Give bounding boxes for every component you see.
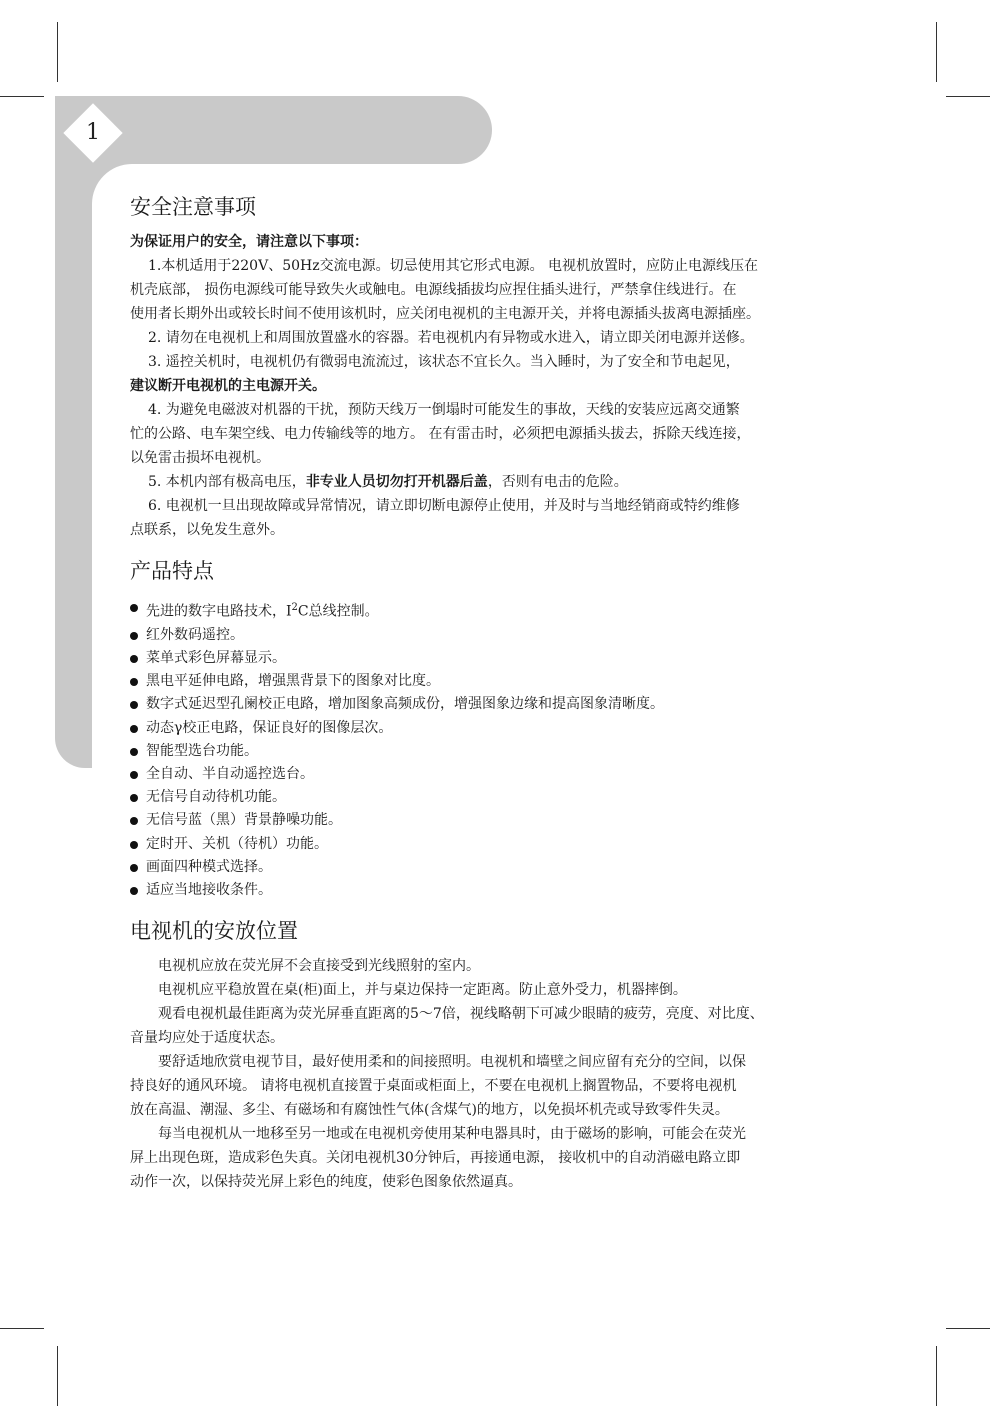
list-item (130, 879, 870, 902)
safety-item-4-line: 以免雷击损坏电视机。 (130, 450, 270, 466)
list-item (130, 763, 870, 786)
safety-item-3-line: 3. 遥控关机时，电视机仍有微弱电流流过，该状态不宜长久。当入睡时，为了安全和节电起见， (148, 354, 740, 370)
features-title: 产品特点 (130, 559, 214, 583)
list-item (130, 624, 870, 647)
features-section (130, 554, 870, 902)
safety-section (130, 190, 870, 542)
safety-item-4-line: 忙的公路、电车架空线、电力传输线等的地方。 在有雷击时，必须把电源插头拔去，拆除天线连接， (130, 426, 751, 442)
safety-intro: 为保证用户的安全，请注意以下事项： (130, 234, 368, 250)
list-item (130, 670, 870, 693)
bullet-icon (130, 794, 138, 802)
list-item (130, 809, 870, 832)
placement-paragraph: 电视机应放在荧光屏不会直接受到光线照射的室内。 (158, 958, 480, 975)
list-item (130, 856, 870, 879)
list-item (130, 786, 870, 809)
list-item (130, 647, 870, 670)
safety-item-5 (130, 470, 870, 494)
placement-paragraph-line: 观看电视机最佳距离为荧光屏垂直距离的5～7倍，视线略朝下可减少眼睛的疲劳，亮度、对比度、 (158, 1006, 764, 1023)
list-item (130, 740, 870, 763)
bullet-icon (130, 748, 138, 756)
feature-text: 无信号自动待机功能。 (146, 789, 286, 806)
feature-text: 定时开、关机（待机）功能。 (146, 835, 328, 852)
feature-text: 黑电平延伸电路，增强黑背景下的图象对比度。 (146, 673, 440, 690)
feature-text: 红外数码遥控。 (146, 626, 244, 643)
crop-mark (0, 96, 44, 97)
page-number: 1 (86, 120, 100, 145)
list-item (130, 833, 870, 856)
placement-section (130, 914, 870, 1194)
safety-item-5-text: ，否则有电击的危险。 (487, 474, 628, 490)
feature-text: 全自动、半自动遥控选台。 (146, 766, 314, 783)
feature-text: C总线控制。 (297, 603, 379, 620)
safety-item-1-line: 使用者长期外出或较长时间不使用该机时，应关闭电视机的主电源开关，并将电源插头拔离电源插座。 (130, 306, 760, 322)
side-band (55, 96, 92, 768)
crop-mark (936, 22, 937, 82)
bullet-icon (130, 655, 138, 663)
safety-title: 安全注意事项 (130, 195, 256, 219)
safety-item-6-line: 6. 电视机一旦出现故障或异常情况，请立即切断电源停止使用，并及时与当地经销商或特约维修 (148, 498, 740, 514)
placement-paragraph-line: 持良好的通风环境。 请将电视机直接置于桌面或柜面上，不要在电视机上搁置物品，不要将电视机 (130, 1078, 737, 1095)
safety-item-2: 2. 请勿在电视机上和周围放置盛水的容器。若电视机内有异物或水进入，请立即关闭电源并送修。 (148, 330, 754, 346)
feature-text: 先进的数字电路技术，I (146, 603, 292, 620)
safety-item-5-text: 5. 本机内部有极高电压， (148, 474, 306, 490)
bullet-icon (130, 678, 138, 686)
safety-item-1-line: 1.本机适用于220V、50Hz交流电源。切忌使用其它形式电源。 电视机放置时，应防止电源线压在 (148, 258, 759, 274)
feature-text: 智能型选台功能。 (146, 742, 258, 759)
features-list (130, 596, 870, 902)
placement-paragraph-line: 要舒适地欣赏电视节目，最好使用柔和的间接照明。电视机和墙壁之间应留有充分的空间，以保 (158, 1054, 746, 1071)
bullet-icon (130, 701, 138, 709)
crop-mark (936, 1346, 937, 1406)
list-item (130, 596, 870, 624)
bullet-icon (130, 841, 138, 849)
feature-text: 适应当地接收条件。 (146, 882, 272, 899)
placement-paragraph-line: 放在高温、潮湿、多尘、有磁场和有腐蚀性气体(含煤气)的地方，以免损坏机壳或导致零件失灵。 (130, 1102, 729, 1119)
bullet-icon (130, 887, 138, 895)
placement-paragraph-line: 每当电视机从一地移至另一地或在电视机旁使用某种电器具时，由于磁场的影响，可能会在荧光 (158, 1126, 746, 1143)
crop-mark (0, 1328, 44, 1329)
main-content (130, 190, 870, 1194)
superscript: 2 (291, 602, 298, 613)
feature-text: 菜单式彩色屏幕显示。 (146, 650, 286, 667)
bullet-icon (130, 632, 138, 640)
feature-text: 数字式延迟型孔阑校正电路，增加图象高频成份，增强图象边缘和提高图象清晰度。 (146, 696, 664, 713)
crop-mark (946, 1328, 990, 1329)
bullet-icon (130, 604, 138, 612)
crop-mark (57, 1346, 58, 1406)
list-item (130, 717, 870, 740)
placement-title: 电视机的安放位置 (130, 919, 298, 944)
bullet-icon (130, 864, 138, 872)
placement-paragraph-line: 音量均应处于适度状态。 (130, 1030, 284, 1047)
safety-item-6-line: 点联系，以免发生意外。 (130, 522, 284, 538)
bullet-icon (130, 817, 138, 825)
list-item (130, 693, 870, 716)
crop-mark (57, 22, 58, 82)
crop-mark (946, 96, 990, 97)
placement-paragraph-line: 屏上出现色斑，造成彩色失真。关闭电视机30分钟后，再接通电源， 接收机中的自动消磁电路立即 (130, 1150, 741, 1167)
safety-item-1-line: 机壳底部， 损伤电源线可能导致失火或触电。电源线插拔均应捏住插头进行，严禁拿住线进行。在 (130, 282, 737, 298)
feature-text: 无信号蓝（黑）背景静噪功能。 (146, 812, 342, 829)
feature-text: 动态γ校正电路，保证良好的图像层次。 (146, 719, 393, 736)
placement-paragraph-line: 动作一次，以保持荧光屏上彩色的纯度，使彩色图象依然逼真。 (130, 1174, 522, 1191)
safety-item-3-bold: 建议断开电视机的主电源开关。 (130, 378, 326, 394)
placement-paragraph: 电视机应平稳放置在桌(柜)面上，并与桌边保持一定距离。防止意外受力，机器摔倒。 (158, 982, 687, 999)
bullet-icon (130, 725, 138, 733)
safety-item-4-line: 4. 为避免电磁波对机器的干扰，预防天线万一倒塌时可能发生的事故，天线的安装应远离交通繁 (148, 402, 740, 418)
safety-item-5-bold: 非专业人员切勿打开机器后盖 (305, 474, 488, 490)
bullet-icon (130, 771, 138, 779)
feature-text: 画面四种模式选择。 (146, 858, 272, 875)
